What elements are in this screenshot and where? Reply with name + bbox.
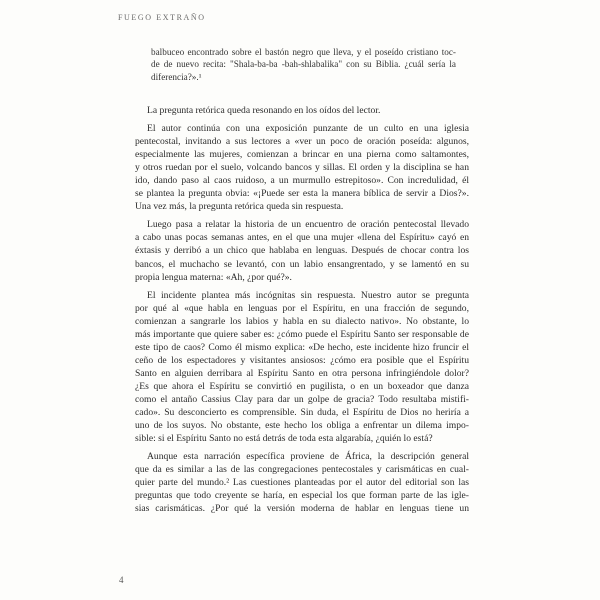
text-line: como el antaño Cassius Clay para dar un golpe de gracia? Todo resultaba mistifi- (135, 393, 469, 405)
quote-line: balbuceo encontrado sobre el bastón negro que lleva, y el poseído cristiano toc- (151, 47, 456, 57)
text-line: preguntas que todo creyente se haría, en especial los que forman parte de las igle- (135, 490, 469, 502)
text-line: por qué al «que habla en lenguas por el Espíritu, en una fracción de segundo, (135, 302, 469, 314)
text-line: ¿Es que ahora el Espíritu se convirtió en pugilista, o en un boxeador que danza (135, 380, 469, 392)
text-line: éxtasis y derribó a un chico que hablaba en lenguas. Después de chocar contra los (135, 245, 469, 257)
text-line: este tipo de caos? Como él mismo explica: «De hecho, este incidente hizo fruncir el (135, 341, 469, 353)
paragraph (135, 289, 469, 446)
text-line: El incidente plantea más incógnitas sin respuesta. Nuestro autor se pregunta (147, 289, 469, 301)
text-line: especialmente las mujeres, comienzan a brincar en una pierna como saltamontes, (135, 149, 469, 161)
paragraph (135, 450, 469, 515)
text-line: La pregunta retórica queda resonando en los oídos del lector. (147, 105, 381, 116)
text-line: sias carismáticas. ¿Por qué la versión moderna de hablar en lenguas tiene un (135, 503, 469, 515)
text-line: Una vez más, la pregunta retórica queda sin respuesta. (135, 201, 344, 213)
block-quote (151, 46, 456, 83)
text-line: Aunque esta narración específica proviene de África, la descripción general (147, 451, 469, 463)
body-text (135, 104, 469, 520)
text-line: uno de los suyos. No obstante, este hecho los obliga a enfrentar un dilema impo- (135, 420, 469, 432)
text-line: propia lengua materna: «Ah, ¿por qué?». (135, 271, 292, 283)
text-line: sible: si el Espíritu Santo no está detrás de toda esta algarabía, ¿quién lo está? (135, 433, 433, 445)
text-line: Luego pasa a relatar la historia de un encuentro de oración pentecostal llevado (147, 219, 469, 231)
quote-line: diferencia?».¹ (151, 71, 202, 82)
text-line: ceño de los espectadores y visitantes ansiosos: ¿cómo era posible que el Espíritu (135, 354, 469, 366)
paragraph (135, 218, 469, 283)
text-line: se plantea la pregunta obvia: «¡Puede ser esta la manera bíblica de servir a Dios?». (135, 188, 469, 200)
page-number: 4 (119, 575, 124, 585)
text-line: ido, dando paso al caos ruidoso, a un murmullo estrepitoso». Con incredulidad, él (135, 175, 469, 187)
text-line: a cabo unas pocas semanas antes, en el que una mujer «llena del Espíritu» cayó en (135, 232, 469, 244)
quote-line: de de nuevo recita: "Shala-ba-ba -bah-shlabalika" con su Biblia. ¿cuál sería la (151, 59, 456, 70)
paragraph (135, 104, 469, 117)
text-line: pentecostal, invitando a sus lectores a «ver un poco de oración poseída: algunos, (135, 136, 469, 148)
text-line: que da es similar a las de las congregaciones pentecostales y carismáticas en cual- (135, 464, 469, 476)
text-line: Santo en alguien derribara al Espíritu Santo en otra persona infringiéndole dolor? (135, 367, 469, 379)
text-line: y otros ruedan por el suelo, volcando bancos y sillas. El orden y la disciplina se han (135, 162, 469, 174)
text-line: cado». Su desconcierto es comprensible. Sin duda, el Espíritu de Dios no heriría a (135, 407, 469, 419)
paragraph (135, 122, 469, 213)
text-line: El autor continúa con una exposición punzante de un culto en una iglesia (147, 123, 469, 135)
text-line: bancos, el muchacho se levantó, con un labio ensangrentado, y se lamentó en su (135, 258, 469, 270)
text-line: comienzan a sangrarle los labios y habla en su dialecto nativo». No obstante, lo (135, 315, 469, 327)
text-line: más importante que quiere saber es: ¿cómo puede el Espíritu Santo ser responsable de (135, 328, 469, 340)
text-line: quier parte del mundo.² Las cuestiones planteadas por el autor del editorial son las (135, 477, 469, 489)
running-head: FUEGO EXTRAÑO (118, 13, 206, 22)
